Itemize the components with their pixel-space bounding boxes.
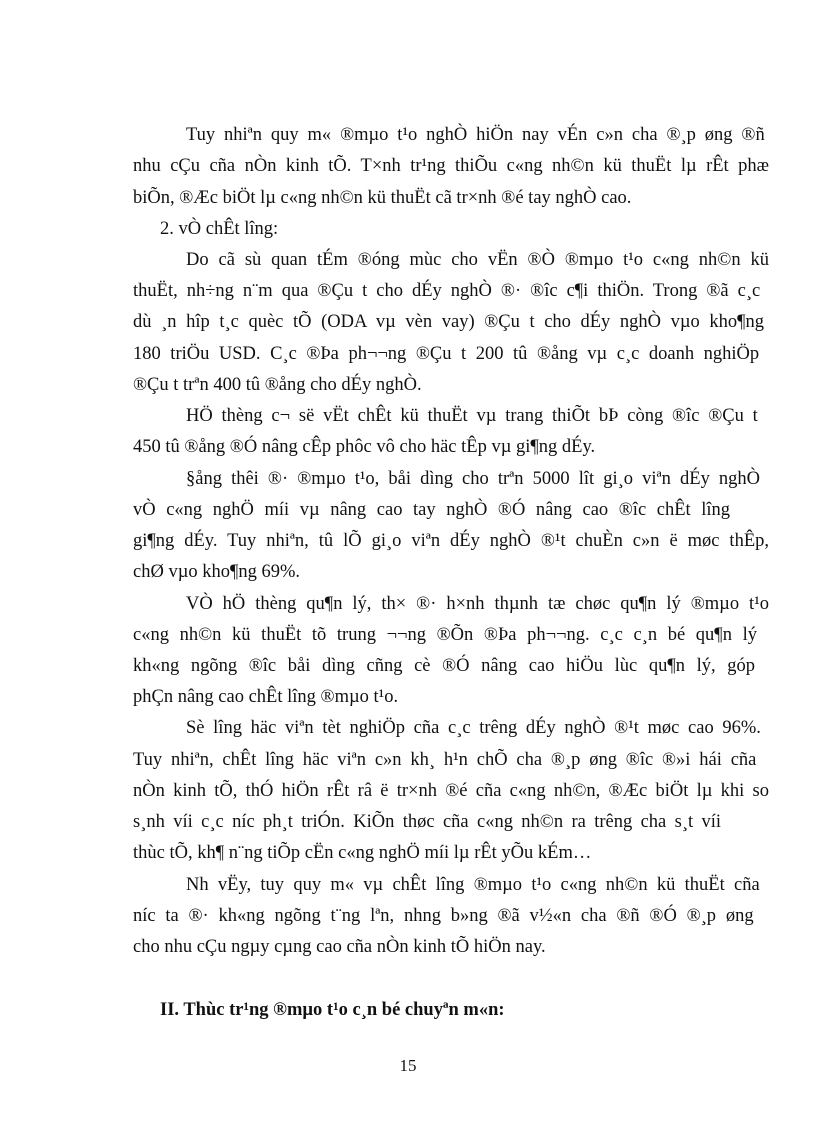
- text-line: biÕn, ®Æc biÖt lµ c«ng nh©n kü thuËt cã tr×nh ®é tay nghÒ cao.: [133, 188, 632, 208]
- text-line: cho nhu cÇu ngµy cµng cao cña nÒn kinh tÕ hiÖn nay.: [133, 937, 546, 957]
- text-line: §ång thêi ®· ®mµo t¹o, båi dìng cho trªn 5000 lît gi¸o viªn dÉy nghÒ: [186, 469, 761, 489]
- text-line: s¸nh víi c¸c níc ph¸t triÓn. KiÕn thøc cña c«ng nh©n ra trêng cha s¸t víi: [133, 812, 722, 832]
- text-line: níc ta ®· kh«ng ngõng t¨ng lªn, nhng b»ng ®ã v½«n cha ®ñ ®Ó ®¸p øng: [133, 906, 754, 926]
- page-number: 15: [399, 1056, 417, 1075]
- text-line: phÇn nâng cao chÊt lîng ®mµo t¹o.: [133, 687, 399, 707]
- text-line: Sè lîng häc viªn tèt nghiÖp cña c¸c trêng dÉy nghÒ ®¹t møc cao 96%.: [186, 718, 761, 738]
- text-line: thuËt, nh÷ng n¨m qua ®Çu t cho dÉy nghÒ ®· ®îc c¶i thiÖn. Trong ®ã c¸c: [133, 281, 761, 301]
- text-line: Tuy nhiªn quy m« ®mµo t¹o nghÒ hiÖn nay vÉn c»n cha ®¸p øng ®ñ: [186, 125, 765, 145]
- text-line: chØ vµo kho¶ng 69%.: [133, 562, 301, 582]
- text-line: Nh vËy, tuy quy m« vµ chÊt lîng ®mµo t¹o c«ng nh©n kü thuËt cña: [186, 875, 760, 895]
- text-line: thùc tÕ, kh¶ n¨ng tiÕp cËn c«ng nghÖ míi lµ rÊt yÕu kÉm…: [133, 843, 592, 863]
- text-line: HÖ thèng c¬ së vËt chÊt kü thuËt vµ trang thiÕt bÞ còng ®îc ®Çu t: [186, 406, 758, 426]
- text-line: nhu cÇu cña nÒn kinh tÕ. T×nh tr¹ng thiÕu c«ng nh©n kü thuËt lµ rÊt phæ: [133, 156, 769, 176]
- section-heading: II. Thùc tr¹ng ®mµo t¹o c¸n bé chuyªn m«n:: [160, 1000, 505, 1020]
- text-line: gi¶ng dÉy. Tuy nhiªn, tû lÕ gi¸o viªn dÉy nghÒ ®¹t chuÈn c»n ë møc thÊp,: [133, 531, 769, 551]
- text-line: vÒ c«ng nghÖ míi vµ nâng cao tay nghÒ ®Ó nâng cao ®îc chÊt lîng: [133, 500, 731, 520]
- text-line: Do cã sù quan tÉm ®óng mùc cho vËn ®Ò ®mµo t¹o c«ng nh©n kü: [186, 250, 769, 270]
- text-line: 180 triÖu USD. C¸c ®Þa ph¬¬ng ®Çu t 200 tû ®ång vµ c¸c doanh nghiÖp: [133, 344, 760, 364]
- text-line: ®Çu t trªn 400 tû ®ång cho dÉy nghÒ.: [133, 375, 422, 395]
- text-line: c«ng nh©n kü thuËt tõ trung ¬¬ng ®Õn ®Þa ph¬¬ng. c¸c c¸n bé qu¶n lý: [133, 625, 757, 645]
- text-line: nÒn kinh tÕ, thÓ hiÖn rÊt râ ë tr×nh ®é cña c«ng nh©n, ®Æc biÖt lµ khi so: [133, 781, 769, 801]
- text-line: 450 tû ®ång ®Ó nâng cÊp phôc vô cho häc tÊp vµ gi¶ng dÉy.: [133, 437, 596, 457]
- text-line: VÒ hÖ thèng qu¶n lý, th× ®· h×nh thµnh tæ chøc qu¶n lý ®mµo t¹o: [186, 594, 769, 614]
- text-line: 2. vÒ chÊt lîng:: [160, 219, 279, 239]
- text-line: Tuy nhiªn, chÊt lîng häc viªn c»n kh¸ h¹n chÕ cha ®¸p øng ®îc ®»i hái cña: [133, 750, 757, 770]
- text-line: kh«ng ngõng ®îc båi dìng cñng cè ®Ó nâng cao hiÖu lùc qu¶n lý, góp: [133, 656, 755, 676]
- text-line: dù ¸n hîp t¸c quèc tÕ (ODA vµ vèn vay) ®Çu t cho dÉy nghÒ vµo kho¶ng: [133, 312, 765, 332]
